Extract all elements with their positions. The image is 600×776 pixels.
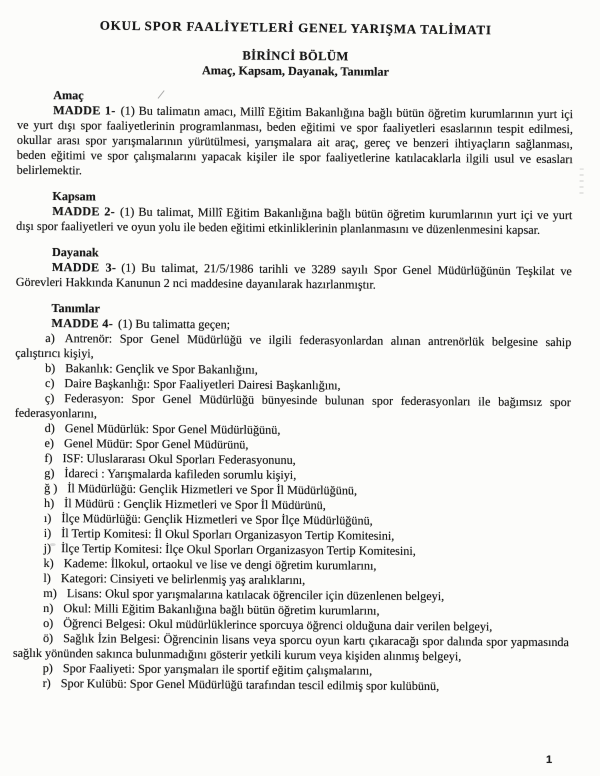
- madde-3-text: (1) Bu talimat, 21/5/1986 tarihli ve 3289 sayılı Spor Genel Müdürlüğünün Teşkilat ve Görevleri Hakkında Kanunun 2 nci maddesine dayanılarak hazırlanmıştır.: [15, 260, 572, 292]
- scan-artifact-edge-marks: [579, 168, 583, 196]
- definition-text: İlçe Tertip Komitesi: İlçe Okul Sporları Organizasyon Tertip Komitesini,: [61, 541, 416, 558]
- definition-label: ğ ): [44, 481, 58, 496]
- definition-label: k): [43, 556, 54, 571]
- definition-label: j): [43, 541, 52, 556]
- definition-label: o): [43, 616, 54, 631]
- madde-4-intro: (1) Bu talimatta geçen;: [118, 316, 231, 332]
- definition-label: h): [43, 496, 55, 511]
- definition-text: İl Tertip Komitesi: İl Okul Sporları Organizasyon Tertip Komitesini,: [61, 526, 395, 543]
- section-heading-amac: Amaç: [53, 88, 84, 103]
- definition-text: İl Müdürlüğü: Gençlik Hizmetleri ve Spor İl Müdürlüğünü,: [67, 481, 358, 498]
- definition-label: b): [45, 361, 56, 376]
- page-number: 1: [545, 753, 553, 767]
- definition-text: Spor Faaliyeti: Spor yarışmaları ile sportif eğitim çalışmalarını,: [62, 661, 373, 678]
- definition-text: Federasyon: Spor Genel Müdürlüğü bünyesinde bulunan spor federasyonları ile bağımsız spor federasyonlarını,: [14, 391, 571, 421]
- section-paragraph-madde-3: [16, 260, 572, 294]
- definition-label: g): [44, 466, 55, 481]
- definition-text: Öğrenci Belgesi: Okul müdürlüklerince sporcuya öğrenci olduğuna dair verilen belgeyi,: [63, 616, 493, 634]
- section-heading-kapsam: Kapsam: [52, 189, 96, 204]
- section-heading-dayanak: Dayanak: [51, 245, 99, 260]
- definition-label: d): [44, 421, 55, 436]
- chapter-subheading: Amaç, Kapsam, Dayanak, Tanımlar: [201, 63, 389, 79]
- definition-text: Spor Kulübü: Spor Genel Müdürlüğü tarafından tescil edilmiş spor kulübünü,: [60, 676, 440, 694]
- section-heading-tanimlar: Tanımlar: [51, 301, 100, 316]
- section-paragraph-madde-1: [17, 103, 574, 182]
- definition-label: r): [42, 675, 51, 691]
- definition-text: Lisans: Okul spor yarışmalarına katılacak öğrenciler için düzenlenen belgeyi,: [66, 586, 445, 604]
- definition-item-a: [15, 331, 571, 365]
- definition-item-cc: [15, 391, 571, 425]
- definition-item-oo: [13, 631, 569, 665]
- definition-label: p): [42, 661, 53, 676]
- definition-text: İl Müdürü : Gençlik Hizmetleri ve Spor İl Müdürünü,: [64, 496, 326, 513]
- definition-label: e): [44, 436, 55, 451]
- definition-item-r: [13, 676, 569, 695]
- definition-label: ç): [44, 391, 55, 406]
- section-paragraph-madde-2: [16, 204, 572, 238]
- definition-label: ı): [43, 511, 52, 526]
- definition-text: Daire Başkanlığı: Spor Faaliyetleri Dairesi Başkanlığını,: [64, 376, 341, 393]
- definition-text: Genel Müdürlük: Spor Genel Müdürlüğünü,: [64, 421, 281, 437]
- madde-3-label: MADDE 3-: [51, 260, 117, 275]
- definition-text: Antrenör: Spor Genel Müdürlüğü ve ilgili federasyonlardan alınan antrenörlük belgesine sahip çalıştırıcı kişiyi,: [15, 331, 572, 361]
- definition-label: n): [43, 601, 54, 616]
- definition-label: a): [45, 331, 55, 346]
- definition-label: m): [43, 586, 57, 601]
- definition-text: Kademe: İlkokul, ortaokul ve lise ve dengi öğretim kurumlarını,: [63, 556, 377, 573]
- definition-label: f): [44, 451, 53, 466]
- document-title: OKUL SPOR FAALİYETLERİ GENEL YARIŞMA TALİMATI: [99, 17, 492, 38]
- definition-text: İlçe Müdürlüğü: Gençlik Hizmetleri ve Spor İlçe Müdürlüğünü,: [61, 511, 373, 528]
- definition-text: Kategori: Cinsiyeti ve belirlenmiş yaş aralıklarını,: [60, 571, 306, 588]
- definition-text: Sağlık İzin Belgesi: Öğrencinin lisans veya sporcu oyun kartı çıkaracağı spor dalında spor yapmasında sağlık yönünden sakınca bulunmadığını gösterir yetkili kurum veya kişiden alınmış belgeyi,: [12, 631, 570, 664]
- definition-label: ö): [42, 631, 54, 646]
- definition-text: Genel Müdür: Spor Genel Müdürünü,: [63, 436, 249, 452]
- definition-label: c): [44, 376, 55, 391]
- madde-4-label: MADDE 4-: [51, 316, 114, 331]
- definition-text: İdareci : Yarışmalarda kafileden sorumlu kişiyi,: [64, 466, 297, 482]
- definition-label: i): [43, 526, 52, 541]
- madde-2-label: MADDE 2-: [52, 204, 116, 219]
- definition-text: Bakanlık: Gençlik ve Spor Bakanlığını,: [65, 361, 258, 377]
- madde-2-text: (1) Bu talimat, Millî Eğitim Bakanlığına bağlı bütün öğretim kurumlarının yurt içi ve yurt dışı spor faaliyetleri ve oyun yolu ile beden eğitimi etkinliklerinin planlanmasını ve düzenlenmesini kapsar.: [16, 204, 573, 237]
- chapter-heading: BİRİNCİ BÖLÜM: [242, 48, 349, 64]
- madde-1-text: (1) Bu talimatın amacı, Millî Eğitim Bakanlığına bağlı bütün öğretim kurumlarının yurt içi ve yurt dışı spor faaliyetlerinin programlanması, beden eğitimi ve spor faaliyetleri esaslarının tespit edilmesi, okullar arası spor yarışmalarının yürütülmesi, yarışmalara ait araç, gereç ve benzeri ihtiyaçların sağlanması, beden eğitimi ve spor çalışmalarını yapacak kişiler ile spor faaliyetlerine katılacaklarla ilgili usul ve esasları belirlemektir.: [16, 103, 574, 178]
- madde-1-label: MADDE 1-: [53, 103, 116, 118]
- definition-label: l): [43, 571, 51, 586]
- definition-text: Okul: Milli Eğitim Bakanlığına bağlı bütün öğretim kurumlarını,: [63, 601, 380, 618]
- definition-text: ISF: Uluslararası Okul Sporları Federasyonunu,: [62, 451, 296, 467]
